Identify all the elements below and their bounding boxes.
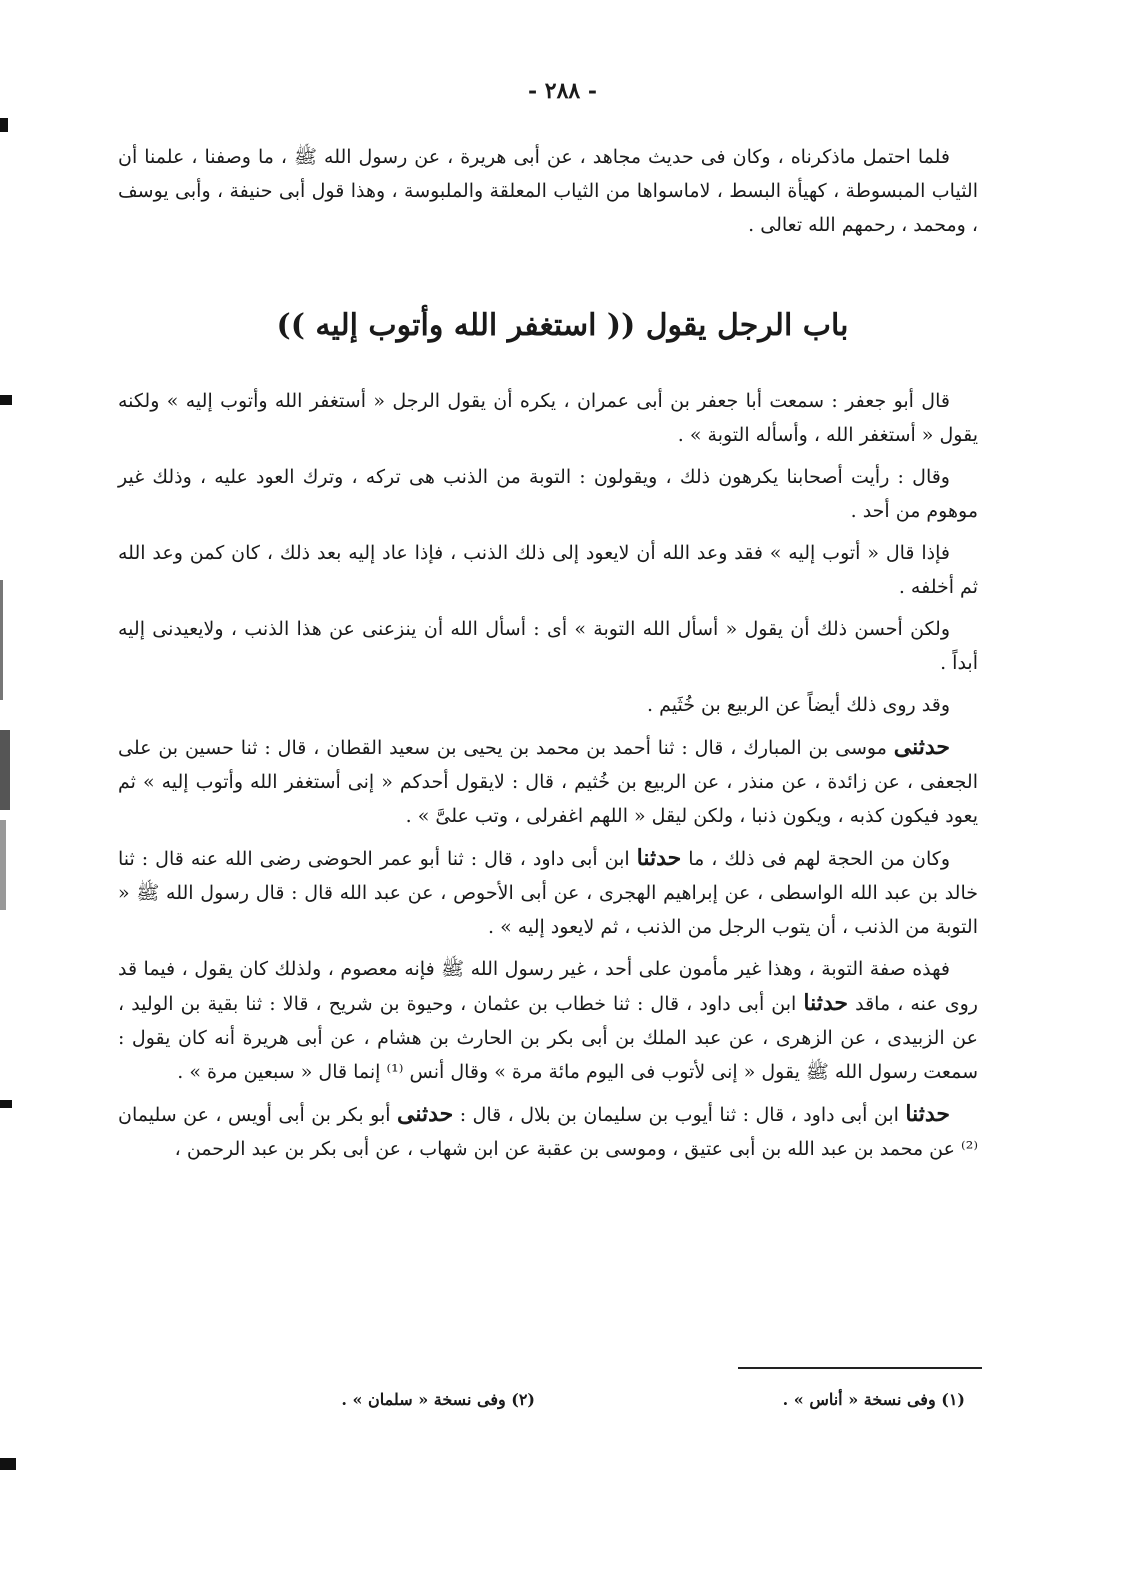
hadith-paragraph (118, 952, 978, 1089)
paragraph: ولكن أحسن ذلك أن يقول « أسأل الله التوبة » أى : أسأل الله أن ينزعنى عن هذا الذنب ، ولايعيدنى إليه أبداً . (118, 618, 978, 674)
hadith-text: ابن أبى داود ، قال : ثنا أبو عمر الحوضى رضى الله عنه قال : ثنا خالد بن عبد الله الواسطى ، عن إبراهيم الهجرى ، عن أبى الأحوص ، عن عبد الله قال : قال رسول الله ﷺ « التوبة من الذنب ، أن يتوب الرجل من الذنب ، ثم لايعود إليه » . (118, 848, 978, 938)
footnote-divider (738, 1367, 982, 1369)
edge-mark (0, 580, 3, 700)
hadith-text: أبو بكر بن أبى أويس ، عن سليمان ⁽²⁾ عن محمد بن عبد الله بن أبى عتيق ، وموسى بن عقبة عن ابن شهاب ، عن أبى بكر بن عبد الرحمن ، (118, 1104, 978, 1160)
hadith-text: ابن أبى داود ، قال : ثنا أيوب بن سليمان بن بلال ، قال : (459, 1104, 899, 1126)
hadith-paragraph (118, 841, 978, 944)
narration-keyword: حدثنا (636, 845, 682, 871)
narration-keyword: حدثنى (893, 734, 950, 760)
hadith-lead: فهذه صفة التوبة ، وهذا غير مأمون على أحد ، غير رسول الله ﷺ فإنه معصوم ، ولذلك كان يقول ، فيما قد روى عنه ، ماقد (118, 958, 978, 1015)
hadith-lead: وكان من الحجة لهم فى ذلك ، ما (688, 848, 951, 870)
hadith-paragraph (118, 1097, 978, 1166)
hadith-paragraph (118, 730, 978, 833)
scan-edge-marks (0, 0, 14, 1582)
intro-text: فلما احتمل ماذكرناه ، وكان فى حديث مجاهد ، عن أبى هريرة ، عن رسول الله ﷺ ، ما وصفنا ، علمنا أن الثياب المبسوطة ، كهيأة البسط ، لاماسواها من الثياب المعلقة والملبوسة ، وهذا قول أبى حنيفة ، وأبى يوسف ، ومحمد ، رحمهم الله تعالى . (118, 146, 978, 236)
hadith-text: ابن أبى داود ، قال : ثنا خطاب بن عثمان ، وحيوة بن شريح ، قالا : ثنا بقية بن الوليد ، عن الزبيدى ، عن الزهرى ، عن عبد الملك بن أبى بكر بن الحارث بن هشام ، عن أبى هريرة أنه كان يقول : سمعت رسول الله ﷺ يقول « إنى لأتوب فى اليوم مائة مرة » وقال أنس ⁽¹⁾ إنما قال « سبعين مرة » . (118, 993, 978, 1083)
edge-mark (0, 1100, 12, 1108)
paragraph: قال أبو جعفر : سمعت أبا جعفر بن أبى عمران ، يكره أن يقول الرجل « أستغفر الله وأتوب إليه » ولكنه يقول « أستغفر الله ، وأسأله التوبة » . (118, 390, 978, 446)
narration-keyword: حدثنى (396, 1101, 454, 1127)
narration-keyword: حدثنا (803, 990, 849, 1016)
intro-paragraph (118, 140, 978, 242)
edge-mark (0, 118, 8, 132)
paragraph: وقال : رأيت أصحابنا يكرهون ذلك ، ويقولون : التوبة من الذنب هى تركه ، وترك العود عليه ، وذلك غير موهوم من أحد . (118, 466, 978, 522)
edge-mark (0, 820, 6, 910)
footnote-2: (٢) وفى نسخة « سلمان » . (341, 1390, 535, 1409)
footnote-1: (١) وفى نسخة « أناس » . (782, 1390, 965, 1409)
chapter-body (118, 384, 978, 1166)
paragraph: وقد روى ذلك أيضاً عن الربيع بن خُثَيم . (647, 694, 950, 716)
page-number: - ٢٨٨ - (527, 78, 598, 104)
paragraph: فإذا قال « أتوب إليه » فقد وعد الله أن لايعود إلى ذلك الذنب ، فإذا عاد إليه بعد ذلك ، كان كمن وعد الله ثم أخلفه . (118, 542, 978, 598)
edge-mark (0, 730, 10, 810)
hadith-text: موسى بن المبارك ، قال : ثنا أحمد بن محمد بن يحيى بن سعيد القطان ، قال : ثنا حسين بن على الجعفى ، عن زائدة ، عن منذر ، عن الربيع بن خُثيم ، قال : لايقول أحدكم « إنى أستغفر الله وأتوب إليه » ثم يعود فيكون كذبه ، ويكون ذنبا ، ولكن ليقل « اللهم اغفرلى ، وتب علىَّ » . (118, 737, 978, 827)
edge-mark (0, 1458, 16, 1470)
narration-keyword: حدثنا (905, 1101, 950, 1127)
chapter-title: باب الرجل يقول (( استغفر الله وأتوب إليه )) (276, 308, 849, 343)
edge-mark (0, 395, 12, 405)
